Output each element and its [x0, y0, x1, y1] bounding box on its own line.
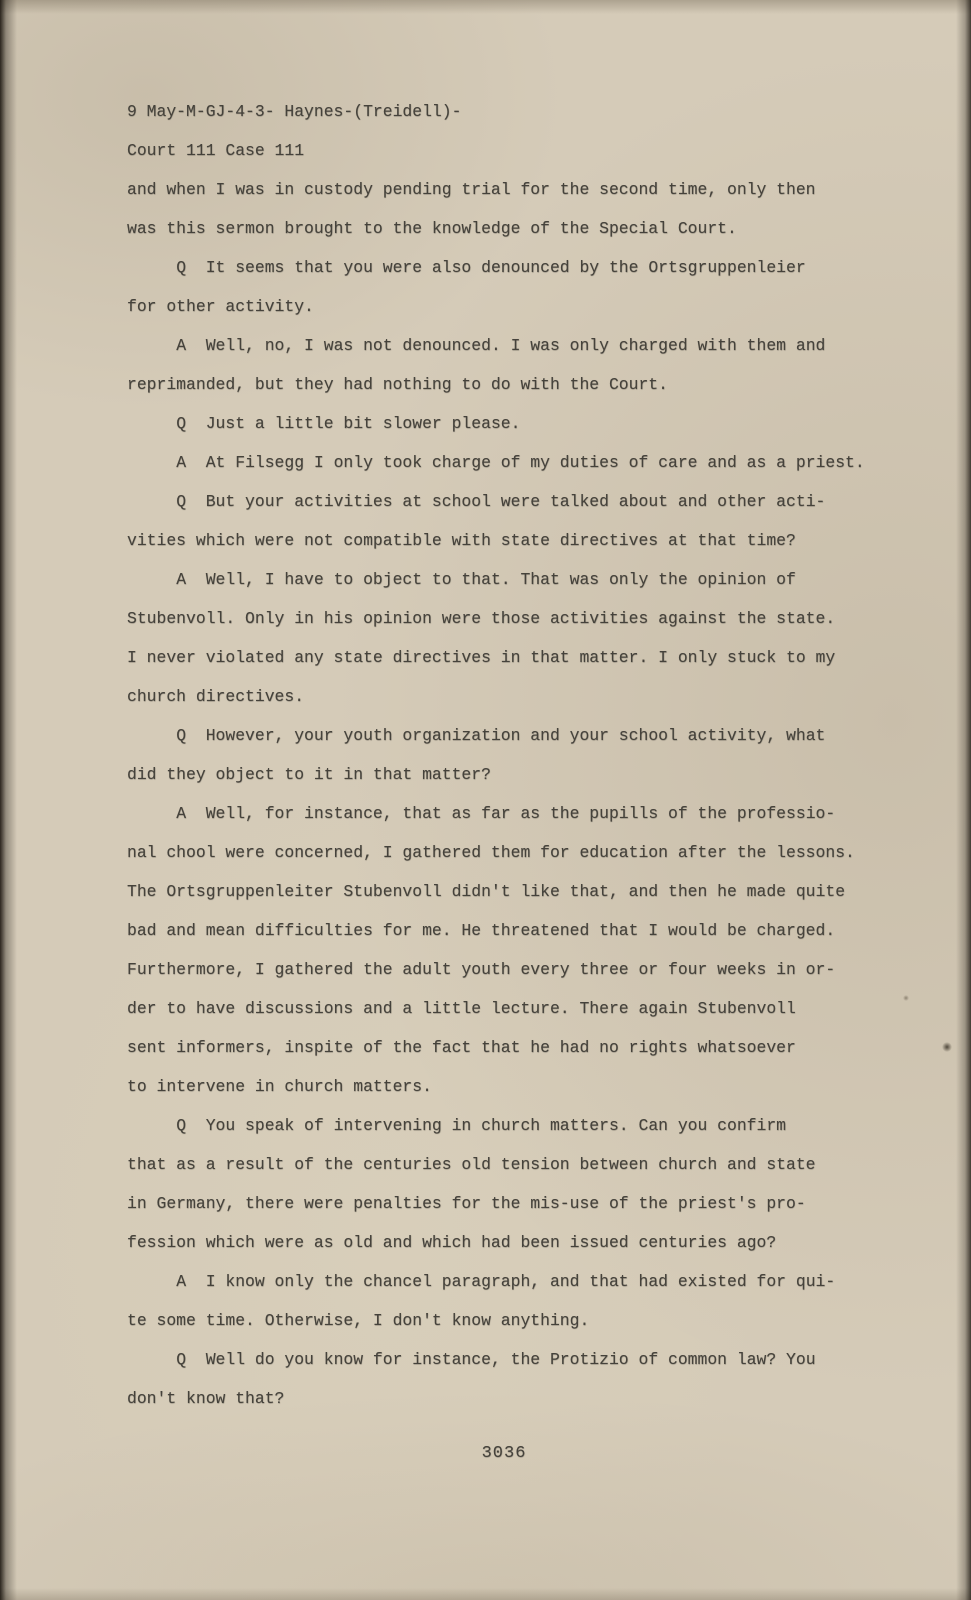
- transcript-line: church directives.: [127, 687, 305, 706]
- transcript-line: I never violated any state directives in that matter. I only stuck to my: [127, 648, 836, 667]
- transcript-line: Q It seems that you were also denounced by the Ortsgruppenleier: [127, 258, 806, 277]
- transcript-line: A At Filsegg I only took charge of my duties of care and as a priest.: [127, 453, 865, 472]
- transcript-line: and when I was in custody pending trial for the second time, only then: [127, 180, 816, 199]
- transcript-line: to intervene in church matters.: [127, 1077, 432, 1096]
- transcript-line: did they object to it in that matter?: [127, 765, 491, 784]
- transcript-line: was this sermon brought to the knowledge of the Special Court.: [127, 219, 737, 238]
- transcript-line: bad and mean difficulties for me. He threatened that I would be charged.: [127, 921, 836, 940]
- header-line: 9 May-M-GJ-4-3- Haynes-(Treidell)-: [127, 102, 462, 121]
- transcript-line: vities which were not compatible with state directives at that time?: [127, 531, 796, 550]
- transcript-line: Q You speak of intervening in church matters. Can you confirm: [127, 1116, 787, 1135]
- transcript-line: The Ortsgruppenleiter Stubenvoll didn't like that, and then he made quite: [127, 882, 846, 901]
- transcript-line: fession which were as old and which had been issued centuries ago?: [127, 1233, 777, 1252]
- transcript-line: Stubenvoll. Only in his opinion were those activities against the state.: [127, 609, 836, 628]
- transcript-line: A I know only the chancel paragraph, and that had existed for qui-: [127, 1272, 836, 1291]
- transcript-body: [127, 170, 881, 1418]
- transcript-line: nal chool were concerned, I gathered them for education after the lessons.: [127, 843, 855, 862]
- transcript-line: A Well, for instance, that as far as the pupills of the professio-: [127, 804, 836, 823]
- transcript: [127, 92, 881, 1473]
- transcript-line: A Well, I have to object to that. That was only the opinion of: [127, 570, 796, 589]
- transcript-line: sent informers, inspite of the fact that he had no rights whatsoever: [127, 1038, 796, 1057]
- transcript-line: Q But your activities at school were talked about and other acti-: [127, 492, 826, 511]
- transcript-line: in Germany, there were penalties for the mis-use of the priest's pro-: [127, 1194, 806, 1213]
- transcript-line: don't know that?: [127, 1389, 285, 1408]
- transcript-line: Q However, your youth organization and your school activity, what: [127, 726, 826, 745]
- transcript-line: Q Well do you know for instance, the Protizio of common law? You: [127, 1350, 816, 1369]
- transcript-line: Furthermore, I gathered the adult youth every three or four weeks in or-: [127, 960, 836, 979]
- transcript-line: der to have discussions and a little lecture. There again Stubenvoll: [127, 999, 796, 1018]
- transcript-line: te some time. Otherwise, I don't know anything.: [127, 1311, 590, 1330]
- transcript-line: reprimanded, but they had nothing to do with the Court.: [127, 375, 668, 394]
- transcript-line: for other activity.: [127, 297, 314, 316]
- case-line: Court 111 Case 111: [127, 141, 305, 160]
- page-number: 3036: [481, 1444, 527, 1463]
- transcript-line: that as a result of the centuries old tension between church and state: [127, 1155, 816, 1174]
- transcript-line: Q Just a little bit slower please.: [127, 414, 521, 433]
- transcript-line: A Well, no, I was not denounced. I was only charged with them and: [127, 336, 826, 355]
